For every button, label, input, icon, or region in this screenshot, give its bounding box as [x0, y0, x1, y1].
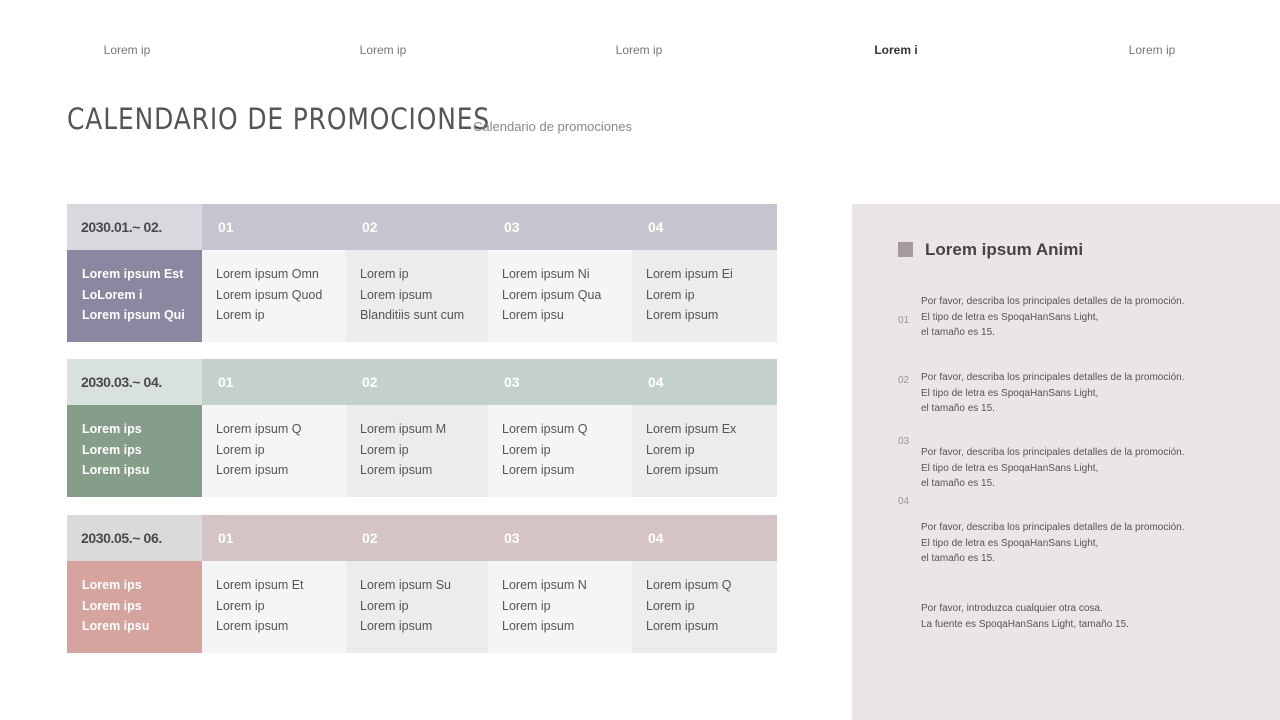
panel-footer-note: Por favor, introduzca cualquier otra cosa. La fuente es SpoqaHanSans Light, tamaño 15.	[921, 603, 1129, 630]
schedule-cell	[488, 561, 632, 653]
panel-description-3: Por favor, describa los principales detalles de la promoción. El tipo de letra es SpoqaHanSans Light, el tamaño es 15.	[921, 447, 1185, 489]
schedule-cell-line: Lorem ipsum	[646, 308, 719, 322]
schedule-cell-line: Lorem ip	[646, 598, 695, 613]
schedule-cell-line: Lorem ip	[502, 598, 551, 613]
panel-number-2: 02	[898, 375, 910, 386]
promo-label-cell	[67, 250, 202, 342]
details-panel	[852, 204, 1280, 720]
schedule-cell	[632, 405, 777, 497]
schedule-cell-line: Lorem ipsum N	[502, 578, 587, 592]
schedule-cell-line: Lorem ipsum Quod	[216, 287, 323, 302]
schedule-cell-line: Lorem ipsum	[360, 463, 433, 477]
promo-label: LoLorem i	[82, 287, 143, 302]
panel-number-4: 04	[898, 496, 910, 507]
schedule-cell-line: Lorem ipsum Omn	[216, 267, 319, 281]
promo-label: Lorem ips	[82, 598, 142, 613]
promo-label-cell	[67, 561, 202, 653]
promo-label: Lorem ips	[82, 422, 142, 436]
square-bullet-icon	[898, 242, 913, 257]
schedule-cell-line: Lorem ipsum Ni	[502, 267, 590, 281]
panel-description-4: Por favor, describa los principales detalles de la promoción. El tipo de letra es SpoqaHanSans Light, el tamaño es 15.	[921, 522, 1185, 564]
nav-item-1[interactable]: Lorem ip	[103, 43, 151, 57]
schedule-cell-line: Lorem ip	[360, 598, 409, 613]
schedule-cell-line: Lorem ipsum	[646, 619, 719, 633]
promo-label: Lorem ips	[82, 442, 142, 457]
column-number: 03	[504, 374, 520, 390]
schedule-cell	[202, 561, 346, 653]
top-nav	[0, 43, 1280, 59]
column-number: 02	[362, 530, 378, 546]
date-range: 2030.03.~ 04.	[67, 359, 202, 405]
schedule-block-2	[67, 359, 777, 497]
schedule-block-3	[67, 515, 777, 653]
schedule-cell-line: Lorem ipsu	[502, 308, 564, 322]
schedule-cell	[632, 250, 777, 342]
schedule-cell	[632, 561, 777, 653]
column-number: 04	[648, 530, 664, 546]
schedule-cell	[488, 405, 632, 497]
nav-item-5[interactable]: Lorem ip	[1128, 43, 1176, 57]
schedule-cell	[488, 250, 632, 342]
schedule-cell-line: Lorem ipsum	[360, 287, 433, 302]
schedule-cell	[202, 250, 346, 342]
panel-description-2: Por favor, describa los principales detalles de la promoción. El tipo de letra es SpoqaHanSans Light, el tamaño es 15.	[921, 372, 1185, 414]
schedule-cell-line: Blanditiis sunt cum	[360, 308, 465, 322]
column-number: 01	[218, 219, 234, 235]
schedule-cell-line: Lorem ip	[216, 442, 265, 457]
schedule-cell-line: Lorem ipsum Q	[216, 422, 302, 436]
schedule-cell-line: Lorem ip	[360, 442, 409, 457]
nav-item-4-active[interactable]: Lorem i	[874, 43, 918, 57]
column-number: 04	[648, 219, 664, 235]
schedule-cell-line: Lorem ip	[360, 267, 409, 281]
column-number: 03	[504, 530, 520, 546]
page-title: CALENDARIO DE PROMOCIONES	[67, 102, 491, 136]
schedule-cell-line: Lorem ipsum	[502, 619, 575, 633]
panel-title: Lorem ipsum Animi	[925, 240, 1084, 259]
promo-label: Lorem ipsum Est	[82, 267, 184, 281]
promo-label: Lorem ipsu	[82, 463, 150, 477]
panel-number-3: 03	[898, 436, 910, 447]
column-number: 02	[362, 374, 378, 390]
promo-label: Lorem ipsu	[82, 619, 150, 633]
column-number: 01	[218, 374, 234, 390]
schedule-cell-line: Lorem ipsum Ei	[646, 267, 733, 281]
panel-description-1: Por favor, describa los principales detalles de la promoción. El tipo de letra es SpoqaHanSans Light, el tamaño es 15.	[921, 296, 1185, 338]
schedule-cell-line: Lorem ip	[646, 287, 695, 302]
schedule-cell-line: Lorem ipsum	[216, 619, 289, 633]
promo-label: Lorem ipsum Qui	[82, 308, 185, 322]
schedule-cell	[202, 405, 346, 497]
date-range: 2030.01.~ 02.	[67, 204, 202, 250]
schedule-cell	[346, 405, 488, 497]
nav-item-2[interactable]: Lorem ip	[359, 43, 407, 57]
schedule-cell-line: Lorem ip	[646, 442, 695, 457]
schedule-cell-line: Lorem ipsum Qua	[502, 287, 602, 302]
schedule-cell	[346, 250, 488, 342]
schedule-cell-line: Lorem ipsum M	[360, 422, 447, 436]
date-range: 2030.05.~ 06.	[67, 515, 202, 561]
schedule-cell-line: Lorem ipsum	[360, 619, 433, 633]
schedule-cell-line: Lorem ipsum Q	[646, 578, 732, 592]
nav-item-3[interactable]: Lorem ip	[615, 43, 663, 57]
column-number: 02	[362, 219, 378, 235]
schedule-cell-line: Lorem ipsum Ex	[646, 422, 737, 436]
schedule-cell-line: Lorem ipsum Et	[216, 578, 304, 592]
schedule-cell-line: Lorem ip	[216, 598, 265, 613]
schedule-cell-line: Lorem ipsum	[646, 463, 719, 477]
column-number: 01	[218, 530, 234, 546]
column-number: 03	[504, 219, 520, 235]
promo-label-cell	[67, 405, 202, 497]
schedule-cell	[346, 561, 488, 653]
schedule-cell-line: Lorem ip	[216, 308, 265, 322]
schedule-cell-line: Lorem ipsum Q	[502, 422, 588, 436]
schedule-cell-line: Lorem ipsum Su	[360, 578, 452, 592]
promo-label: Lorem ips	[82, 578, 142, 592]
schedule-cell-line: Lorem ipsum	[216, 463, 289, 477]
schedule-block-1	[67, 204, 777, 342]
schedule-cell-line: Lorem ip	[502, 442, 551, 457]
page-subtitle: Calendario de promociones	[473, 119, 632, 134]
panel-number-1: 01	[898, 315, 910, 326]
schedule-cell-line: Lorem ipsum	[502, 463, 575, 477]
column-number: 04	[648, 374, 664, 390]
